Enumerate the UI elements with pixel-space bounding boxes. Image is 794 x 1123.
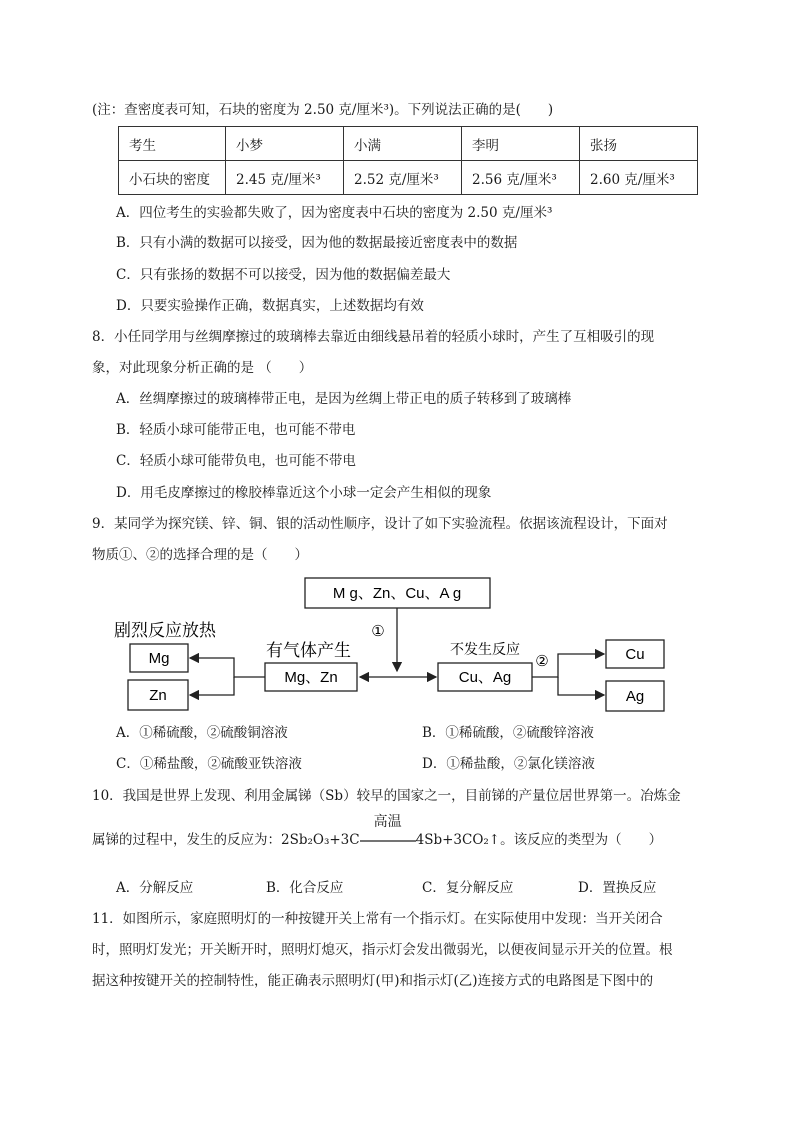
to-zn-arrow xyxy=(190,677,234,695)
q8-option-c: C．轻质小球可能带负电，也可能不带电 xyxy=(116,453,356,469)
table-cell: 2.52 克/厘米³ xyxy=(344,161,462,195)
q10-equation-left: 属锑的过程中，发生的反应为：2Sb₂O₃+3C xyxy=(92,832,360,848)
table-cell: 小石块的密度 xyxy=(119,161,226,195)
table-row xyxy=(119,161,698,195)
table-cell: 考生 xyxy=(119,127,226,161)
q9-stem-line2: 物质①、②的选择合理的是（ ） xyxy=(92,547,308,563)
q7-option-c: C．只有张扬的数据不可以接受，因为他的数据偏差最大 xyxy=(116,267,451,283)
table-header-row xyxy=(119,127,698,161)
q9-option-a: A．①稀硫酸，②硫酸铜溶液 xyxy=(116,725,288,741)
to-ag-arrow xyxy=(558,677,604,695)
q9-stem-line1: 9．某同学为探究镁、锌、铜、银的活动性顺序，设计了如下实验流程。依据该流程设计，下面对 xyxy=(92,516,668,532)
reagent-2-marker: ② xyxy=(535,653,549,670)
cu-label: Cu xyxy=(625,646,645,663)
q10-option-d: D．置换反应 xyxy=(578,880,657,896)
q8-option-a: A．丝绸摩擦过的玻璃棒带正电，是因为丝绸上带正电的质子转移到了玻璃棒 xyxy=(116,391,572,407)
q8-stem-line1: 8．小任同学用与丝绸摩擦过的玻璃棒去靠近由细线悬吊着的轻质小球时，产生了互相吸引的现 xyxy=(92,329,655,345)
to-mg-arrow xyxy=(190,658,265,677)
q11-stem-line1: 11．如图所示，家庭照明灯的一种按键开关上常有一个指示灯。在实际使用中发现：当开关闭合 xyxy=(92,911,663,927)
equals-sign-icon xyxy=(360,836,416,846)
table-cell: 2.60 克/厘米³ xyxy=(580,161,698,195)
q10-equation-right: 4Sb+3CO₂↑。该反应的类型为（ ） xyxy=(415,832,663,848)
ag-label: Ag xyxy=(625,688,645,705)
gas-produced-label: 有气体产生 xyxy=(266,641,351,660)
q8-option-b: B．轻质小球可能带正电，也可能不带电 xyxy=(116,422,356,438)
q10-option-c: C．复分解反应 xyxy=(422,880,514,896)
q10-option-a: A．分解反应 xyxy=(116,880,194,896)
q8-option-d: D．用毛皮摩擦过的橡胶棒靠近这个小球一定会产生相似的现象 xyxy=(116,485,492,501)
table-cell: 小满 xyxy=(344,127,462,161)
q11-stem-line2: 时，照明灯发光；开关断开时，照明灯熄灭，指示灯会发出微弱光，以便夜间显示开关的位置。根 xyxy=(92,942,673,958)
violent-reaction-label: 剧烈反应放热 xyxy=(114,621,216,640)
no-reaction-label: 不发生反应 xyxy=(450,641,520,657)
q10-stem-line1: 10．我国是世界上发现、利用金属锑（Sb）较早的国家之一，目前锑的产量位居世界第一。冶炼金 xyxy=(92,788,681,804)
q9-option-d: D．①稀盐酸，②氯化镁溶液 xyxy=(422,756,595,772)
q9-option-c: C．①稀盐酸，②硫酸亚铁溶液 xyxy=(116,756,302,772)
q10-stem-line2 xyxy=(92,814,663,850)
q11-stem-line3: 据这种按键开关的控制特性，能正确表示照明灯(甲)和指示灯(乙)连接方式的电路图是下图中的 xyxy=(92,973,654,989)
zn-label: Zn xyxy=(149,687,167,704)
reaction-condition xyxy=(360,814,416,850)
q8-stem-line2: 象，对此现象分析正确的是 （ ） xyxy=(92,360,313,376)
mg-label: Mg xyxy=(148,650,170,667)
question7-note: (注：查密度表可知，石块的密度为 2.50 克/厘米³)。下列说法正确的是( ) xyxy=(92,102,554,118)
top-metals-label: M g、Zn、Cu、A g xyxy=(332,585,462,602)
reagent-1-marker: ① xyxy=(371,623,385,640)
q10-option-b: B．化合反应 xyxy=(266,880,344,896)
table-cell: 小梦 xyxy=(226,127,344,161)
table-cell: 2.56 克/厘米³ xyxy=(462,161,580,195)
q7-option-d: D．只要实验操作正确，数据真实，上述数据均有效 xyxy=(116,298,424,314)
cu-ag-label: Cu、Ag xyxy=(458,669,512,686)
table-cell: 张扬 xyxy=(580,127,698,161)
q9-option-b: B．①稀硫酸，②硫酸锌溶液 xyxy=(422,725,594,741)
table-cell: 李明 xyxy=(462,127,580,161)
density-table xyxy=(118,126,698,195)
mg-zn-label: Mg、Zn xyxy=(284,669,338,686)
q7-option-a: A．四位考生的实验都失败了，因为密度表中石块的密度为 2.50 克/厘米³ xyxy=(116,205,553,221)
condition-label: 高温 xyxy=(373,814,402,830)
experiment-flow-diagram xyxy=(110,574,670,716)
table-cell: 2.45 克/厘米³ xyxy=(226,161,344,195)
q7-option-b: B．只有小满的数据可以接受，因为他的数据最接近密度表中的数据 xyxy=(116,235,518,251)
